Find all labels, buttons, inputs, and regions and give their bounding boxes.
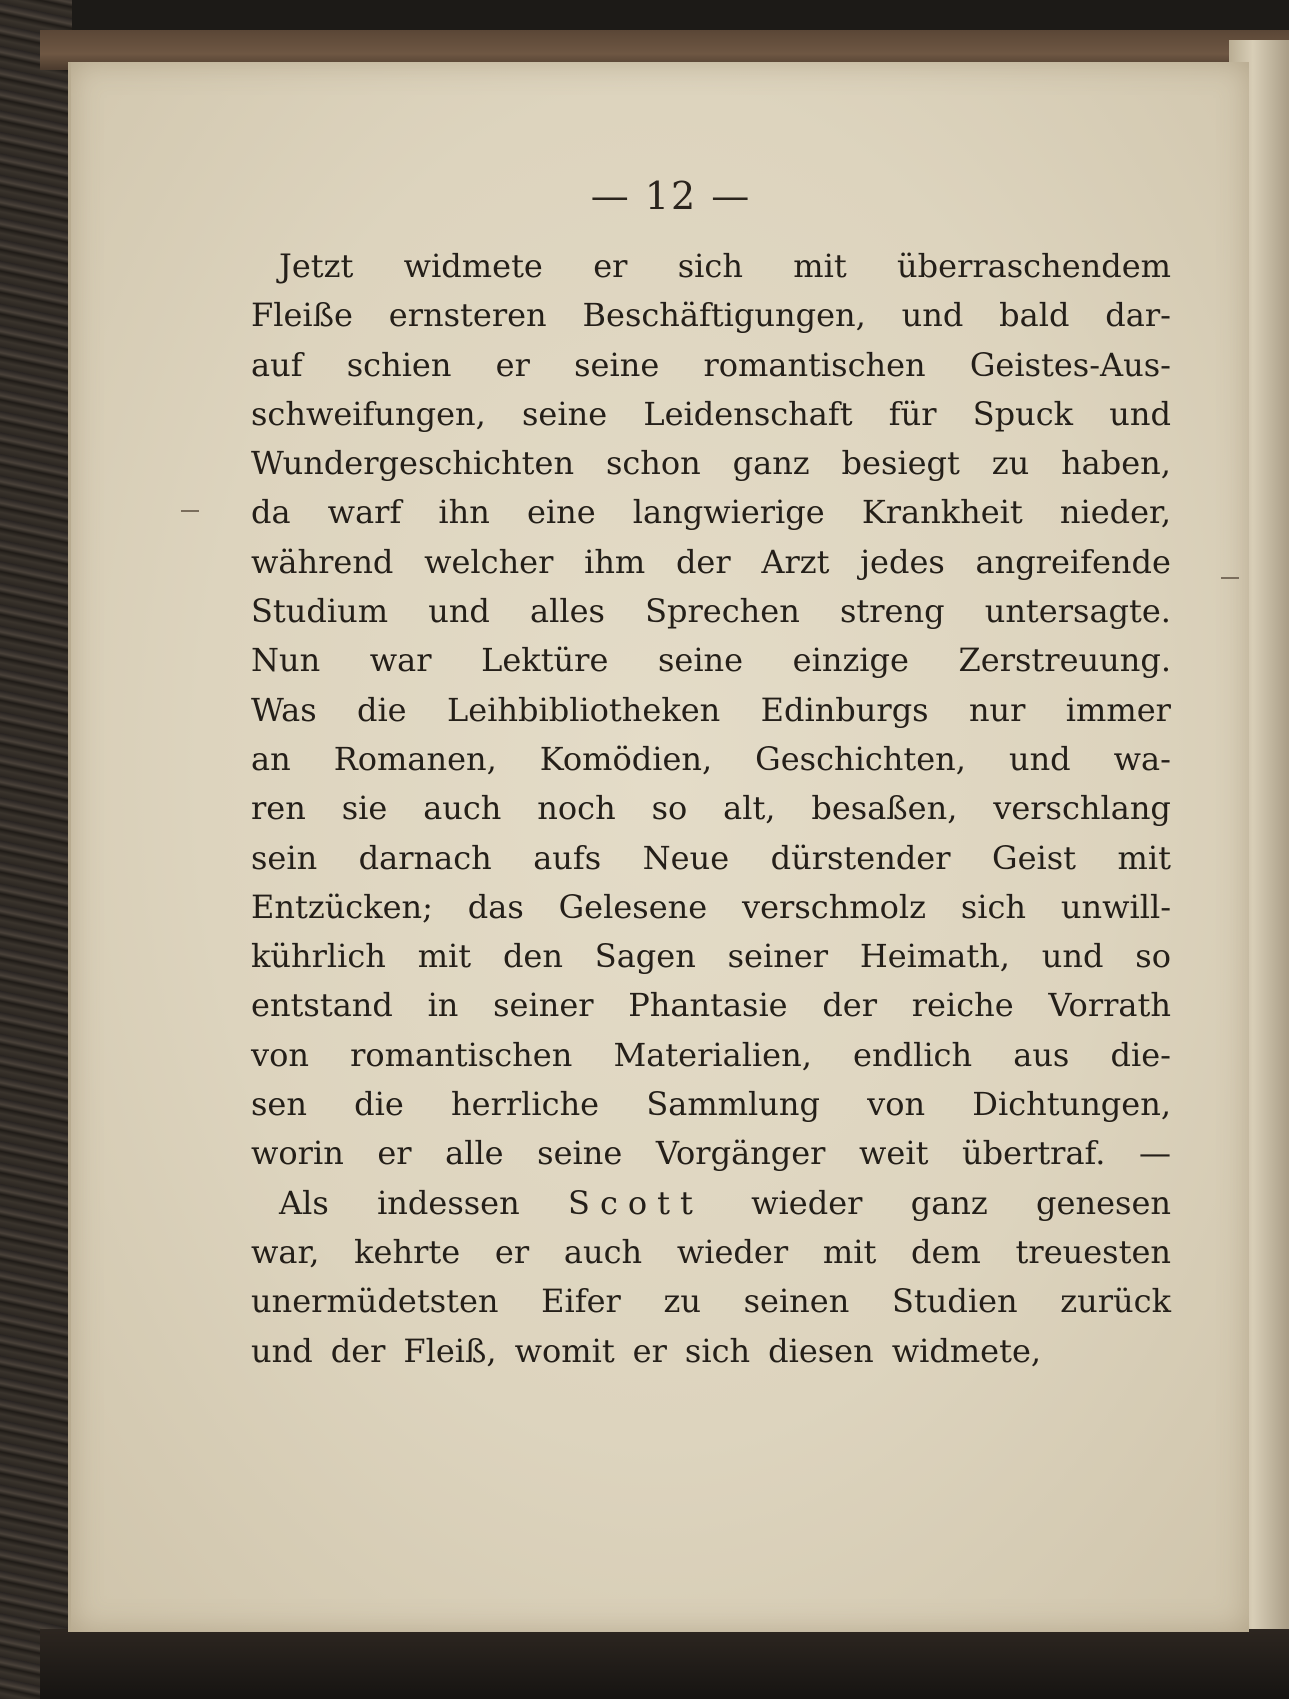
word: mit — [822, 1232, 877, 1271]
word: verschmolz — [742, 887, 926, 926]
word: war — [369, 641, 432, 680]
word: die — [354, 1085, 404, 1124]
word: zurück — [1060, 1282, 1171, 1321]
word: — — [1138, 1134, 1171, 1173]
word: verschlang — [993, 789, 1171, 828]
word: reiche — [911, 986, 1014, 1025]
word: Geschichten, — [755, 739, 966, 778]
word: sie — [341, 789, 388, 828]
word: seiner — [727, 937, 829, 976]
word: wa- — [1113, 739, 1171, 778]
word: angreifende — [975, 542, 1171, 581]
word: Leihbibliotheken — [446, 690, 721, 729]
page-mark — [1221, 577, 1239, 579]
body-text — [251, 242, 1171, 1376]
word: für — [888, 394, 937, 433]
word: von — [867, 1085, 926, 1124]
word: an — [251, 739, 291, 778]
word: Leidenschaft — [643, 394, 853, 433]
word: der — [675, 542, 731, 581]
text-line — [251, 291, 1171, 340]
word: schon — [605, 444, 701, 483]
word: wieder — [751, 1183, 863, 1222]
word: auch — [563, 1232, 643, 1271]
word: Krankheit — [861, 493, 1023, 532]
word: Geist — [992, 838, 1077, 877]
word: der — [822, 986, 878, 1025]
word: das — [467, 887, 524, 926]
word: Wundergeschichten — [251, 444, 575, 483]
word: welcher — [424, 542, 554, 581]
word: und — [428, 592, 490, 631]
word: Studium — [251, 592, 389, 631]
word: Heimath, — [859, 937, 1010, 976]
word: zu — [663, 1282, 701, 1321]
word: womit — [514, 1331, 615, 1370]
word: seine — [574, 345, 660, 384]
word: Materialien, — [613, 1035, 812, 1074]
word: bald — [999, 296, 1070, 335]
word: seine — [522, 394, 608, 433]
word: unwill- — [1060, 887, 1171, 926]
word: der — [330, 1331, 386, 1370]
word: Phantasie — [628, 986, 788, 1025]
word: endlich — [853, 1035, 973, 1074]
word: romantischen — [350, 1035, 573, 1074]
page-number: — 12 — — [590, 174, 752, 218]
word: während — [251, 542, 394, 581]
word: ganz — [732, 444, 810, 483]
text-line — [251, 1179, 1171, 1228]
word: seiner — [493, 986, 594, 1025]
word: und — [1109, 394, 1171, 433]
word: Gelesene — [558, 887, 708, 926]
word: nur — [968, 690, 1026, 729]
word: ihm — [584, 542, 646, 581]
word: alle — [445, 1134, 504, 1173]
word: er — [377, 1134, 412, 1173]
word: herrliche — [451, 1085, 600, 1124]
word: Fleiß, — [403, 1331, 497, 1370]
word: Edinburgs — [760, 690, 929, 729]
word: Geistes-Aus- — [969, 345, 1171, 384]
text-line — [251, 1129, 1171, 1178]
word: romantischen — [703, 345, 926, 384]
word: Jetzt — [279, 247, 354, 285]
word: schweifungen, — [251, 394, 486, 433]
word: indessen — [377, 1183, 520, 1222]
text-line — [251, 439, 1171, 488]
word: worin — [251, 1134, 344, 1173]
word: er — [494, 1232, 530, 1271]
word: Nun — [251, 641, 321, 680]
word: auch — [423, 789, 502, 828]
word: und — [1008, 739, 1071, 778]
word: dürstender — [770, 838, 951, 877]
word: warf — [327, 493, 402, 532]
word: ganz — [910, 1183, 988, 1222]
word: einzige — [792, 641, 909, 680]
word: Komödien, — [539, 739, 713, 778]
text-line — [251, 932, 1171, 981]
word: Scott — [568, 1183, 703, 1222]
text-line — [251, 538, 1171, 587]
word: aufs — [533, 838, 602, 877]
word: dar- — [1105, 296, 1171, 335]
word: sich — [684, 1331, 751, 1370]
word: überraschendem — [897, 247, 1171, 285]
word: Entzücken; — [251, 887, 433, 926]
word: Lektüre — [481, 641, 609, 680]
word: eine — [526, 493, 596, 532]
word: Eifer — [541, 1282, 621, 1321]
word: mit — [1117, 838, 1171, 877]
word: sen — [251, 1085, 307, 1124]
word: Sammlung — [646, 1085, 820, 1124]
word: sein — [251, 838, 318, 877]
word: kührlich — [251, 937, 386, 976]
word: die — [356, 690, 407, 729]
text-line — [251, 1228, 1171, 1277]
book-cover-bottom-edge — [40, 1629, 1289, 1699]
word: Fleiße — [251, 296, 353, 335]
word: so — [1135, 937, 1171, 976]
word: er — [593, 247, 628, 285]
word: seine — [537, 1134, 623, 1173]
word: mit — [793, 247, 847, 285]
word: und — [901, 296, 964, 335]
text-line — [251, 636, 1171, 685]
word: Vorrath — [1048, 986, 1171, 1025]
word: schien — [346, 345, 452, 384]
word: Romanen, — [333, 739, 497, 778]
word: streng — [839, 592, 945, 631]
word: seinen — [743, 1282, 850, 1321]
word: Als — [279, 1183, 329, 1222]
word: entstand — [251, 986, 393, 1025]
word: Arzt — [761, 542, 830, 581]
word: besiegt — [841, 444, 960, 483]
word: immer — [1065, 690, 1171, 729]
word: diesen — [768, 1331, 874, 1370]
word: kehrte — [354, 1232, 461, 1271]
text-line — [251, 834, 1171, 883]
word: er — [495, 345, 530, 384]
word: Vorgänger — [655, 1134, 826, 1173]
word: Spuck — [972, 394, 1074, 433]
word: er — [632, 1331, 667, 1370]
text-line — [251, 981, 1171, 1030]
word: Zerstreuung. — [958, 641, 1171, 680]
word: aus — [1013, 1035, 1070, 1074]
word: unermüdetsten — [251, 1282, 499, 1321]
word: in — [427, 986, 459, 1025]
word: seine — [657, 641, 744, 680]
word: wieder — [676, 1232, 789, 1271]
word: Dichtungen, — [972, 1085, 1171, 1124]
word: ernsteren — [388, 296, 547, 335]
book-page — [68, 62, 1249, 1632]
word: mit — [417, 937, 472, 976]
word: sich — [677, 247, 743, 285]
text-line — [251, 1277, 1171, 1326]
word: ihn — [438, 493, 490, 532]
word: und — [1041, 937, 1104, 976]
word: Neue — [642, 838, 730, 877]
word: Sprechen — [645, 592, 800, 631]
word: weit — [859, 1134, 929, 1173]
word: und — [251, 1331, 313, 1370]
text-line — [251, 883, 1171, 932]
word: alt, — [723, 789, 776, 828]
word: haben, — [1061, 444, 1171, 483]
word: so — [651, 789, 688, 828]
book-binding-left — [0, 0, 72, 1699]
word: zu — [991, 444, 1030, 483]
page-mark — [181, 510, 199, 512]
word: dem — [911, 1232, 981, 1271]
word: ren — [251, 789, 306, 828]
word: da — [251, 493, 291, 532]
text-line — [251, 242, 1171, 291]
text-line — [251, 1031, 1171, 1080]
text-line — [251, 1327, 1171, 1376]
word: sich — [960, 887, 1027, 926]
text-line — [251, 784, 1171, 833]
word: noch — [537, 789, 616, 828]
text-line — [251, 341, 1171, 390]
word: jedes — [860, 542, 945, 581]
word: auf — [251, 345, 303, 384]
word: alles — [530, 592, 605, 631]
text-line — [251, 390, 1171, 439]
text-line — [251, 735, 1171, 784]
text-line — [251, 686, 1171, 735]
word: Was — [251, 690, 317, 729]
word: darnach — [358, 838, 492, 877]
word: den — [502, 937, 563, 976]
text-line — [251, 587, 1171, 636]
word: Beschäftigungen, — [582, 296, 866, 335]
word: genesen — [1036, 1183, 1171, 1222]
word: besaßen, — [811, 789, 958, 828]
word: untersagte. — [984, 592, 1171, 631]
word: widmete — [403, 247, 543, 285]
word: Sagen — [594, 937, 696, 976]
word: nieder, — [1059, 493, 1171, 532]
text-line — [251, 1080, 1171, 1129]
word: war, — [251, 1232, 320, 1271]
text-line — [251, 488, 1171, 537]
word: widmete, — [891, 1331, 1042, 1370]
word: treuesten — [1015, 1232, 1171, 1271]
word: langwierige — [632, 493, 825, 532]
word: von — [251, 1035, 309, 1074]
word: die- — [1110, 1035, 1171, 1074]
word: übertraf. — [961, 1134, 1106, 1173]
word: Studien — [891, 1282, 1018, 1321]
